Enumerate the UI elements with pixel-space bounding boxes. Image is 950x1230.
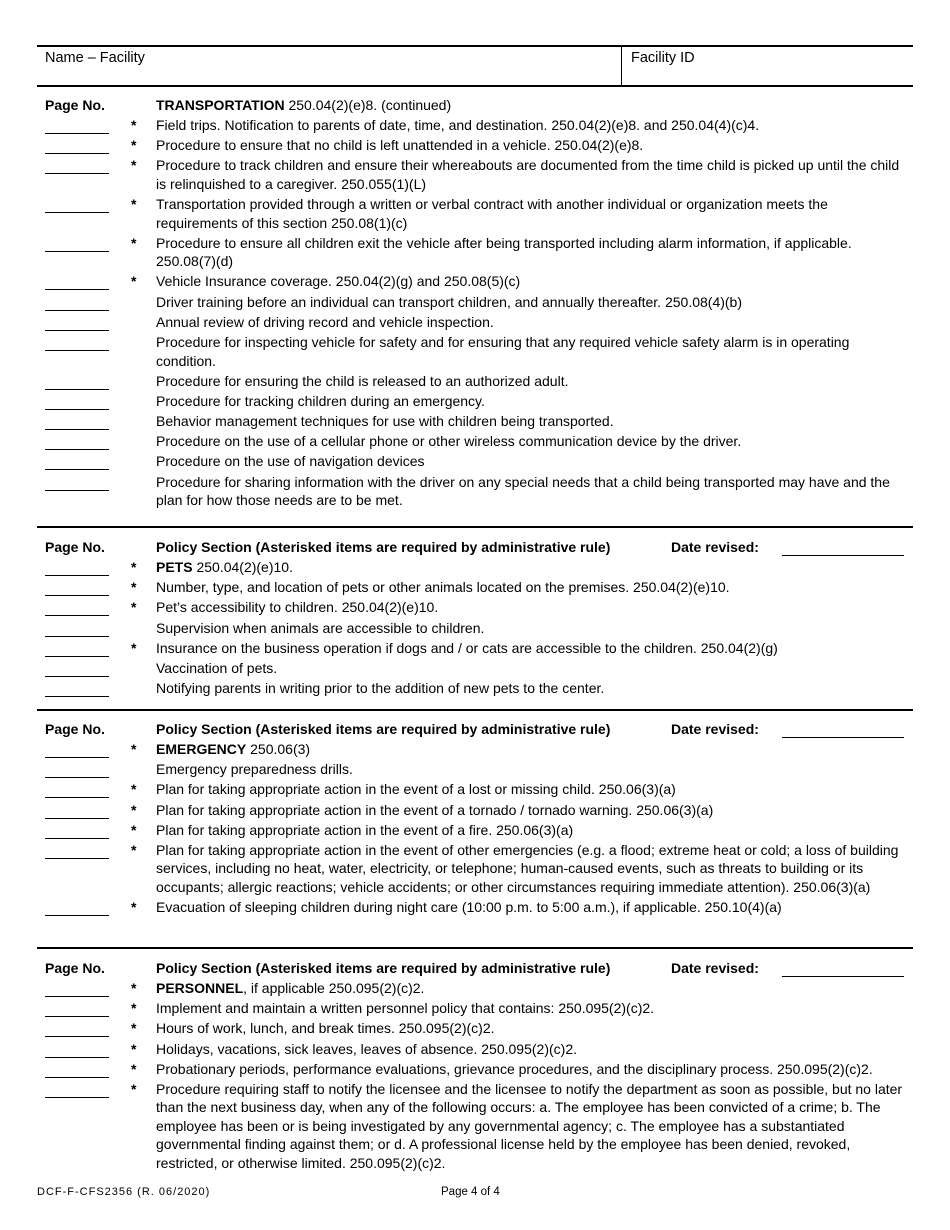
- item-text: Notifying parents in writing prior to the addition of new pets to the center.: [156, 680, 605, 697]
- checklist-item: [37, 1080, 913, 1174]
- item-text: Procedure for inspecting vehicle for safety and for ensuring that any required vehicle safety alarm is in operating condition.: [156, 334, 850, 369]
- checklist-item: [37, 780, 913, 800]
- item-text: Evacuation of sleeping children during night care (10:00 p.m. to 5:00 a.m.), if applicable. 250.10(4)(a): [156, 899, 782, 916]
- page-no-field[interactable]: [45, 133, 109, 134]
- required-asterisk: *: [131, 579, 137, 596]
- page-no-field[interactable]: [45, 469, 109, 470]
- checklist-item: [37, 578, 913, 598]
- page-no-field[interactable]: [45, 409, 109, 410]
- required-asterisk: *: [131, 1000, 137, 1017]
- section-header: [37, 538, 913, 558]
- item-text: Probationary periods, performance evaluations, grievance procedures, and the disciplinary process. 250.095(2)(c)2.: [156, 1060, 873, 1077]
- checklist-item: [37, 598, 913, 618]
- page-no-field[interactable]: [45, 389, 109, 390]
- section-title: EMERGENCY 250.06(3): [156, 741, 311, 757]
- item-text: Procedure on the use of a cellular phone or other wireless communication device by the driver.: [156, 433, 742, 450]
- page-no-field[interactable]: [45, 449, 109, 450]
- section-title-row: [37, 979, 913, 999]
- checklist-item: [37, 639, 913, 659]
- section-divider: [37, 947, 913, 949]
- header-divider: [621, 47, 622, 85]
- section-header: [37, 96, 913, 116]
- checklist-item: [37, 412, 913, 432]
- item-text: Hours of work, lunch, and break times. 250.095(2)(c)2.: [156, 1020, 495, 1037]
- item-text: Procedure for ensuring the child is released to an authorized adult.: [156, 372, 569, 389]
- section-divider: [37, 526, 913, 528]
- checklist-item: [37, 372, 913, 392]
- item-text: Procedure for tracking children during an emergency.: [156, 392, 485, 409]
- checklist-item: [37, 760, 913, 780]
- page-no-field[interactable]: [45, 310, 109, 311]
- page-no-field[interactable]: [45, 777, 109, 778]
- page-no-field[interactable]: [45, 1016, 109, 1017]
- page-no-field[interactable]: [45, 212, 109, 213]
- required-asterisk: *: [131, 559, 137, 575]
- required-asterisk: *: [131, 801, 137, 818]
- page-no-field[interactable]: [45, 490, 109, 491]
- checklist-item: [37, 313, 913, 333]
- checklist-item: [37, 1019, 913, 1039]
- required-asterisk: *: [131, 639, 137, 656]
- checklist-item: [37, 293, 913, 313]
- section-title-row: [37, 558, 913, 578]
- checklist-item: [37, 821, 913, 841]
- page-no-field[interactable]: [45, 797, 109, 798]
- form-id: DCF-F-CFS2356 (R. 06/2020): [37, 1186, 211, 1198]
- personnel-items: [37, 999, 913, 1174]
- item-text: Transportation provided through a written or verbal contract with another individual or organization meets the requirements of this section 250.08(1)(c): [156, 196, 828, 231]
- section-title: PETS 250.04(2)(e)10.: [156, 559, 293, 575]
- name-facility-label: Name – Facility: [45, 50, 145, 66]
- page-no-field[interactable]: [45, 757, 109, 758]
- date-revised-field[interactable]: [782, 976, 904, 977]
- page-no-field[interactable]: [45, 153, 109, 154]
- checklist-item: [37, 234, 913, 273]
- required-asterisk: *: [131, 980, 137, 996]
- checklist-item: [37, 156, 913, 195]
- item-text: Procedure to ensure all children exit the vehicle after being transported including alarm information, if applicable. 250.08(7)(d): [156, 234, 852, 270]
- item-text: Implement and maintain a written personnel policy that contains: 250.095(2)(c)2.: [156, 1000, 655, 1017]
- checklist-item: [37, 272, 913, 292]
- item-text: Holidays, vacations, sick leaves, leaves of absence. 250.095(2)(c)2.: [156, 1040, 577, 1057]
- date-revised-field[interactable]: [782, 737, 904, 738]
- page-no-field[interactable]: [45, 915, 109, 916]
- checklist-item: [37, 679, 913, 699]
- page-no-field[interactable]: [45, 656, 109, 657]
- required-asterisk: *: [131, 117, 137, 133]
- page-no-field[interactable]: [45, 676, 109, 677]
- checklist-item: [37, 841, 913, 898]
- required-asterisk: *: [131, 599, 137, 616]
- item-text: Pet’s accessibility to children. 250.04(2)(e)10.: [156, 599, 439, 616]
- item-text: Driver training before an individual can transport children, and annually thereafter. 250.08(4)(b): [156, 293, 743, 310]
- page-no-field[interactable]: [45, 429, 109, 430]
- policy-section-label: Policy Section (Asterisked items are required by administrative rule): [156, 721, 611, 737]
- item-text: Vehicle Insurance coverage. 250.04(2)(g) and 250.08(5)(c): [156, 273, 521, 290]
- required-asterisk: *: [131, 234, 137, 251]
- date-revised-label: Date revised:: [671, 721, 759, 737]
- checklist-item: [37, 1060, 913, 1080]
- page-no-field[interactable]: [45, 1097, 109, 1098]
- required-asterisk: *: [131, 273, 137, 290]
- checklist-item: [37, 898, 913, 918]
- required-asterisk: *: [131, 157, 137, 174]
- page-no-field[interactable]: [45, 350, 109, 351]
- item-text: Number, type, and location of pets or other animals located on the premises. 250.04(2)(e)10.: [156, 579, 730, 596]
- page-no-field[interactable]: [45, 330, 109, 331]
- form-header: [37, 45, 913, 87]
- page-no-field[interactable]: [45, 636, 109, 637]
- required-asterisk: *: [131, 196, 137, 213]
- item-text: Plan for taking appropriate action in the event of other emergencies (e.g. a flood; extreme heat or cold; a loss of building services, including no heat, water, electricity, or telephone; human-caused events, such as threats to building or its occupants; allergic reactions; vehicle accidents; or other circumstances requiring immediate attention). 250.06(3)(a): [156, 841, 899, 895]
- required-asterisk: *: [131, 781, 137, 798]
- section-header: [37, 720, 913, 740]
- page-no-field[interactable]: [45, 1077, 109, 1078]
- required-asterisk: *: [131, 137, 137, 154]
- page-no-label: Page No.: [45, 721, 105, 737]
- checklist-item: [37, 619, 913, 639]
- checklist-item: [37, 999, 913, 1019]
- checklist-item: [37, 333, 913, 372]
- required-asterisk: *: [131, 1080, 137, 1097]
- page-no-field[interactable]: [45, 595, 109, 596]
- page-number: Page 4 of 4: [441, 1186, 500, 1198]
- pets-section: [37, 538, 913, 699]
- page-no-field[interactable]: [45, 289, 109, 290]
- checklist-item: [37, 801, 913, 821]
- item-text: Annual review of driving record and vehicle inspection.: [156, 313, 494, 330]
- page-no-label: Page No.: [45, 97, 105, 113]
- item-text: Procedure requiring staff to notify the licensee and the licensee to notify the department as soon as possible, but no later than the next business day, when any of the following occurs: a. The employee has been convicted of a crime; b. The employee has been or is being investigated by any governmental agency; c. The employee has a substantiated governmental finding against them; or d. A professional license held by the employee has been denied, revoked, restricted, or otherwise limited. 250.095(2)(c)2.: [156, 1080, 903, 1171]
- item-text: Insurance on the business operation if dogs and / or cats are accessible to the children. 250.04(2)(g): [156, 639, 778, 656]
- section-title: PERSONNEL, if applicable 250.095(2)(c)2.: [156, 980, 425, 996]
- page-no-field[interactable]: [45, 251, 109, 252]
- emergency-section: [37, 720, 913, 918]
- transportation-section: [37, 96, 913, 511]
- page-no-field[interactable]: [45, 696, 109, 697]
- item-text: Plan for taking appropriate action in the event of a fire. 250.06(3)(a): [156, 821, 574, 838]
- item-text: Procedure to ensure that no child is left unattended in a vehicle. 250.04(2)(e)8.: [156, 137, 644, 154]
- page-no-field[interactable]: [45, 818, 109, 819]
- section-title-row: [37, 740, 913, 760]
- item-text: Behavior management techniques for use with children being transported.: [156, 413, 614, 430]
- page-no-field[interactable]: [45, 838, 109, 839]
- checklist-item: [37, 452, 913, 472]
- page-no-field[interactable]: [45, 615, 109, 616]
- checklist-item: [37, 116, 913, 136]
- item-text: Procedure for sharing information with the driver on any special needs that a child being transported may have and the plan for how those needs are to be met.: [156, 473, 890, 509]
- section-title: TRANSPORTATION 250.04(2)(e)8. (continued): [156, 97, 452, 113]
- section-divider: [37, 709, 913, 711]
- item-text: Procedure on the use of navigation devices: [156, 453, 425, 470]
- required-asterisk: *: [131, 899, 137, 916]
- required-asterisk: *: [131, 841, 137, 858]
- page-no-label: Page No.: [45, 539, 105, 555]
- facility-id-label: Facility ID: [631, 50, 695, 66]
- page-no-field[interactable]: [45, 996, 109, 997]
- item-text: Plan for taking appropriate action in the event of a tornado / tornado warning. 250.06(3)(a): [156, 801, 714, 818]
- checklist-item: [37, 432, 913, 452]
- item-text: Vaccination of pets.: [156, 659, 278, 676]
- required-asterisk: *: [131, 1040, 137, 1057]
- page-no-field[interactable]: [45, 173, 109, 174]
- emergency-items: [37, 760, 913, 918]
- checklist-item: [37, 392, 913, 412]
- required-asterisk: *: [131, 821, 137, 838]
- item-text: Plan for taking appropriate action in the event of a lost or missing child. 250.06(3)(a): [156, 781, 676, 798]
- item-text: Field trips. Notification to parents of date, time, and destination. 250.04(2)(e)8. and 250.04(4)(c)4.: [156, 117, 760, 133]
- personnel-section: [37, 959, 913, 1174]
- page-no-field[interactable]: [45, 858, 109, 859]
- pets-items: [37, 578, 913, 699]
- item-text: Emergency preparedness drills.: [156, 761, 353, 778]
- page-no-field[interactable]: [45, 575, 109, 576]
- checklist-item: [37, 473, 913, 512]
- checklist-item: [37, 659, 913, 679]
- item-text: Supervision when animals are accessible to children.: [156, 619, 485, 636]
- checklist-item: [37, 1040, 913, 1060]
- page-no-label: Page No.: [45, 960, 105, 976]
- page-no-field[interactable]: [45, 1057, 109, 1058]
- checklist-item: [37, 195, 913, 234]
- section-header: [37, 959, 913, 979]
- policy-section-label: Policy Section (Asterisked items are required by administrative rule): [156, 960, 611, 976]
- policy-section-label: Policy Section (Asterisked items are required by administrative rule): [156, 539, 611, 555]
- date-revised-field[interactable]: [782, 555, 904, 556]
- required-asterisk: *: [131, 741, 137, 757]
- date-revised-label: Date revised:: [671, 539, 759, 555]
- required-asterisk: *: [131, 1020, 137, 1037]
- item-text: Procedure to track children and ensure their whereabouts are documented from the time child is picked up until the child is relinquished to a caregiver. 250.055(1)(L): [156, 157, 900, 192]
- checklist-item: [37, 136, 913, 156]
- page-no-field[interactable]: [45, 1036, 109, 1037]
- required-asterisk: *: [131, 1060, 137, 1077]
- date-revised-label: Date revised:: [671, 960, 759, 976]
- transportation-items: [37, 116, 913, 511]
